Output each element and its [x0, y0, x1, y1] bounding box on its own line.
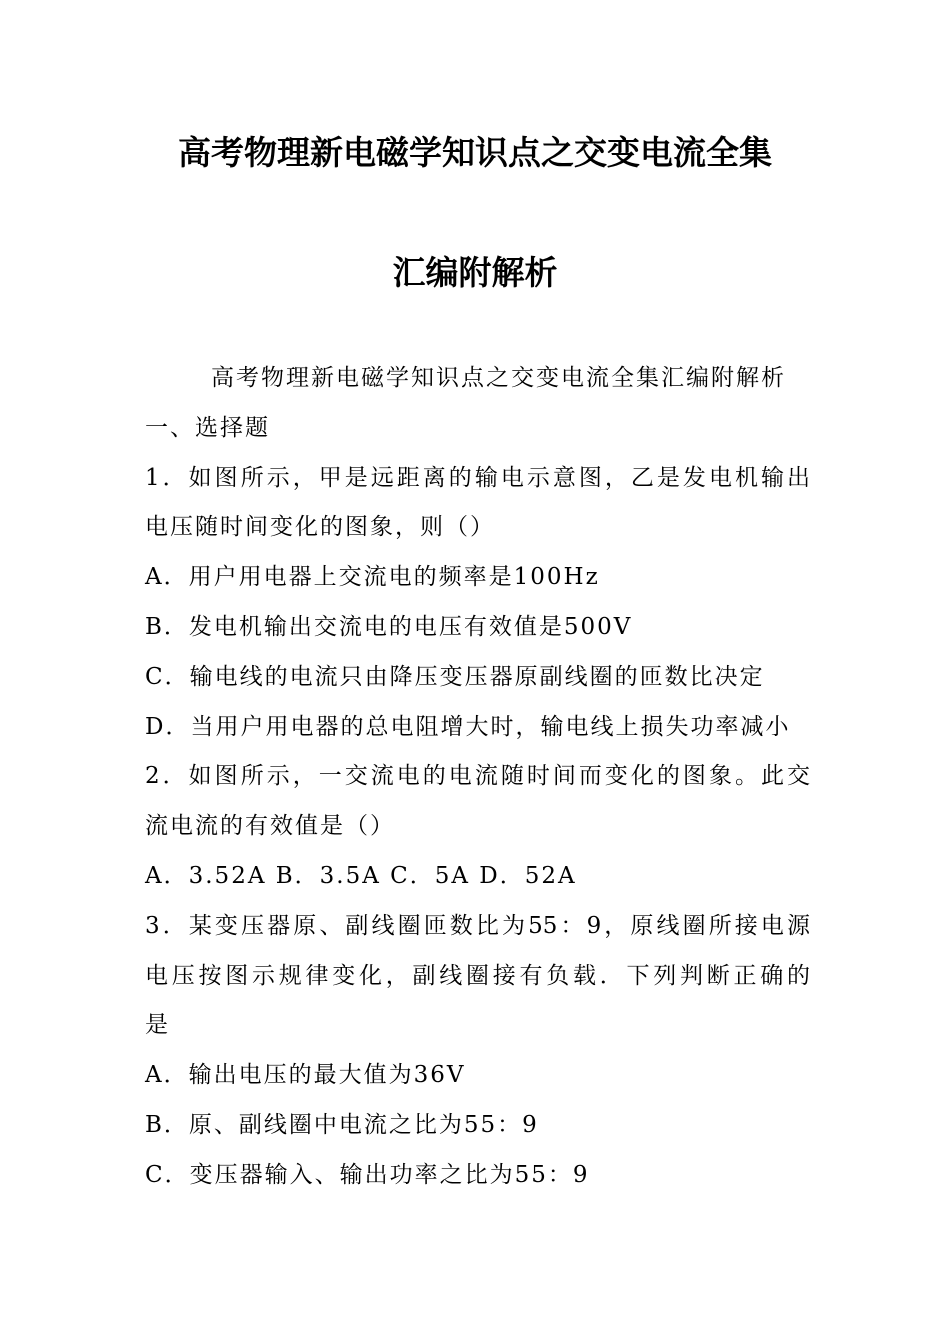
question-line: 流电流的有效值是（）: [145, 813, 395, 840]
question-line: 3．某变压器原、副线圈匝数比为55：9，原线圈所接电源: [145, 912, 810, 939]
question-line: 电压随时间变化的图象，则（）: [145, 514, 495, 541]
option-line: A．用户用电器上交流电的频率是100Hz: [145, 564, 600, 591]
option-line: B．原、副线圈中电流之比为55：9: [145, 1111, 539, 1138]
section-heading: 一、选择题: [145, 414, 270, 441]
question-line: 1．如图所示，甲是远距离的输电示意图，乙是发电机输出: [145, 464, 810, 491]
document-body: [145, 354, 810, 1201]
question-line: 2．如图所示，一交流电的电流随时间而变化的图象。此交: [145, 763, 810, 790]
option-line: A．输出电压的最大值为36V: [145, 1062, 466, 1089]
option-line: C．变压器输入、输出功率之比为55：9: [145, 1161, 590, 1188]
document-title-line-2: 汇编附解析: [392, 253, 558, 292]
document-title-line-1: 高考物理新电磁学知识点之交变电流全集: [178, 133, 772, 172]
intro-paragraph: 高考物理新电磁学知识点之交变电流全集汇编附解析: [211, 365, 786, 391]
option-line: B．发电机输出交流电的电压有效值是500V: [145, 613, 633, 640]
question-line: 电压按图示规律变化，副线圈接有负载．下列判断正确的: [145, 962, 810, 989]
option-line: C．输电线的电流只由降压变压器原副线圈的匝数比决定: [145, 663, 765, 690]
option-line: D．当用户用电器的总电阻增大时，输电线上损失功率减小: [145, 713, 791, 740]
question-line: 是: [145, 1012, 170, 1039]
option-line: A．3.52A B．3.5A C．5A D．52A: [145, 862, 577, 889]
